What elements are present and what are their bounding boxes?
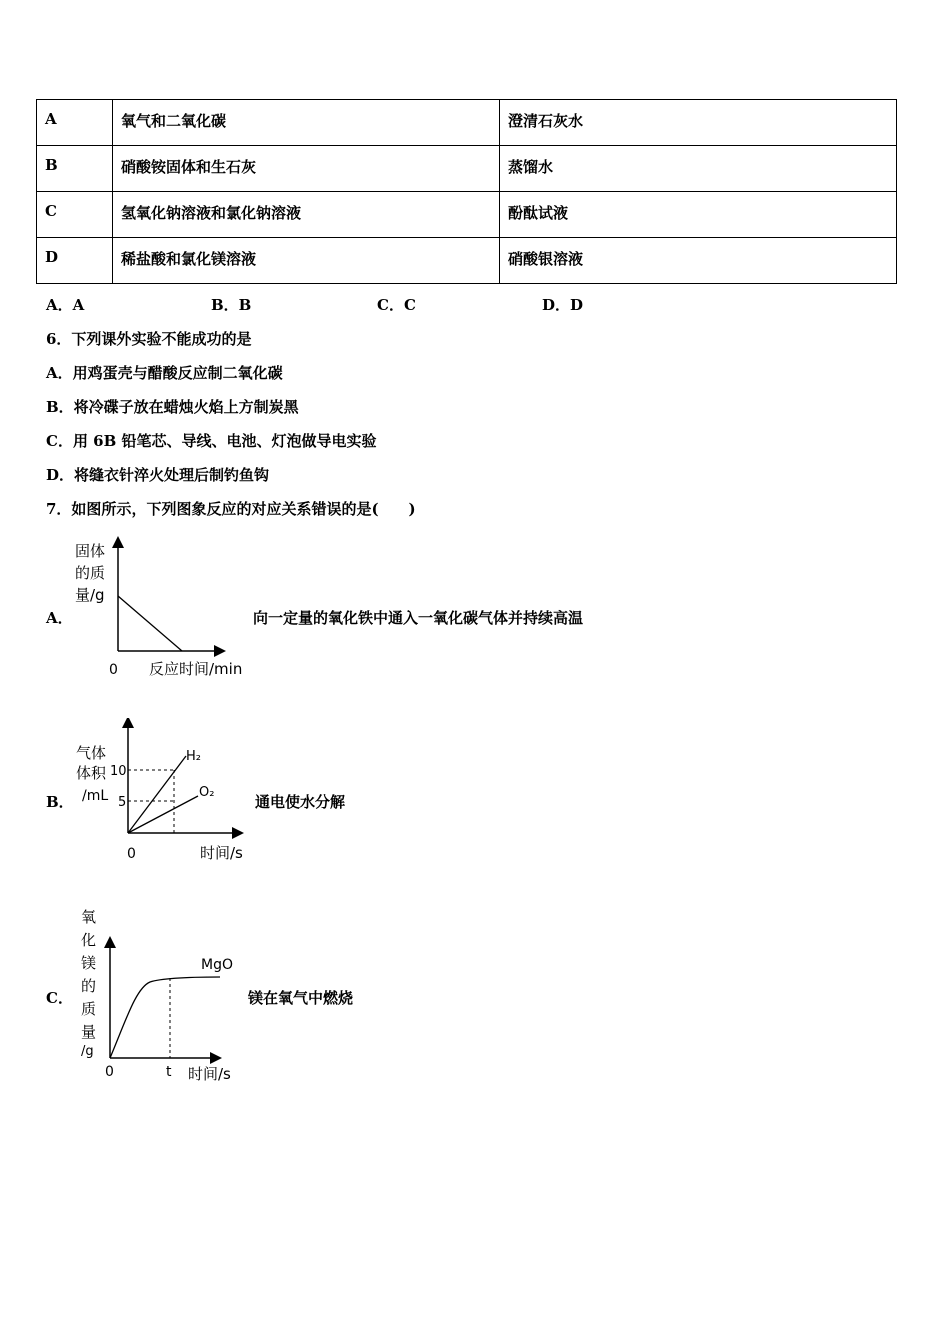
row-label: D [37, 238, 113, 284]
series-label-o2: O₂ [199, 785, 215, 800]
x-label: 反应时间/min [149, 660, 243, 678]
row-reagent: 澄清石灰水 [500, 100, 897, 146]
series-line-o2 [128, 796, 198, 833]
q7-option-c-label[interactable]: C． [46, 989, 73, 1007]
row-label: A [37, 100, 113, 146]
y-label-line-3: /mL [82, 788, 109, 804]
answer-choice-c[interactable]: C．C [377, 296, 416, 314]
row-substances: 氢氧化钠溶液和氯化钠溶液 [113, 192, 500, 238]
y-label-line-6: 量 [81, 1023, 97, 1041]
y-label-line-7: /g [81, 1044, 94, 1059]
y-label-line-1: 气体 [76, 744, 107, 762]
origin-label: 0 [105, 1064, 114, 1080]
table-row [37, 238, 897, 284]
y-label-line-1: 氧 [81, 908, 97, 926]
table-row [37, 192, 897, 238]
series-line-solid-mass [118, 596, 182, 651]
series-label-mgo: MgO [201, 957, 233, 973]
q6-option-d[interactable]: D．将缝衣针淬火处理后制钓鱼钩 [46, 466, 270, 484]
y-label-line-5: 质 [81, 1000, 97, 1018]
q7-graph-b [72, 718, 262, 866]
answer-choice-d[interactable]: D．D [542, 296, 584, 314]
origin-label: 0 [127, 846, 136, 862]
x-label: 时间/s [200, 844, 243, 862]
q7-option-b-description: 通电使水分解 [255, 793, 346, 811]
row-label: C [37, 192, 113, 238]
row-reagent: 酚酞试液 [500, 192, 897, 238]
q7-option-a-description: 向一定量的氧化铁中通入一氧化碳气体并持续高温 [253, 609, 584, 627]
answer-choice-a[interactable]: A．A [46, 296, 85, 314]
y-label-line-4: 的 [81, 977, 97, 995]
y-label-line-2: 体积 [76, 764, 107, 782]
x-label: 时间/s [188, 1065, 231, 1083]
series-curve-mgo [110, 977, 220, 1058]
q7-option-a-label[interactable]: A． [46, 609, 73, 627]
y-tick-5: 5 [118, 795, 127, 810]
y-label-line-2: 的质 [75, 564, 106, 582]
origin-label: 0 [109, 662, 118, 678]
answer-choice-b[interactable]: B．B [211, 296, 252, 314]
series-line-h2 [128, 756, 186, 833]
q6-option-b[interactable]: B．将冷碟子放在蜡烛火焰上方制炭黑 [46, 398, 299, 416]
question-6-stem: 6．下列课外实验不能成功的是 [46, 330, 252, 348]
series-label-h2: H₂ [186, 749, 201, 764]
q7-option-c-description: 镁在氧气中燃烧 [248, 989, 354, 1007]
q7-graph-c [70, 900, 250, 1088]
y-tick-10: 10 [110, 764, 127, 779]
row-substances: 稀盐酸和氯化镁溶液 [113, 238, 500, 284]
q6-option-c[interactable]: C．用 6B 铅笔芯、导线、电池、灯泡做导电实验 [46, 432, 377, 450]
row-label: B [37, 146, 113, 192]
options-table [36, 99, 897, 284]
q7-graph-a [70, 536, 260, 682]
row-substances: 硝酸铵固体和生石灰 [113, 146, 500, 192]
y-label-line-3: 量/g [75, 586, 105, 604]
table-row [37, 146, 897, 192]
table-row [37, 100, 897, 146]
x-tick-t: t [166, 1064, 172, 1080]
y-label-line-3: 镁 [81, 954, 97, 972]
row-substances: 氧气和二氧化碳 [113, 100, 500, 146]
row-reagent: 硝酸银溶液 [500, 238, 897, 284]
q7-option-b-label[interactable]: B． [46, 793, 74, 811]
q6-option-a[interactable]: A．用鸡蛋壳与醋酸反应制二氧化碳 [46, 364, 283, 382]
y-label-line-2: 化 [81, 931, 97, 949]
question-7-stem: 7．如图所示，下列图象反应的对应关系错误的是( ) [46, 500, 416, 518]
row-reagent: 蒸馏水 [500, 146, 897, 192]
y-label-line-1: 固体 [75, 542, 106, 560]
